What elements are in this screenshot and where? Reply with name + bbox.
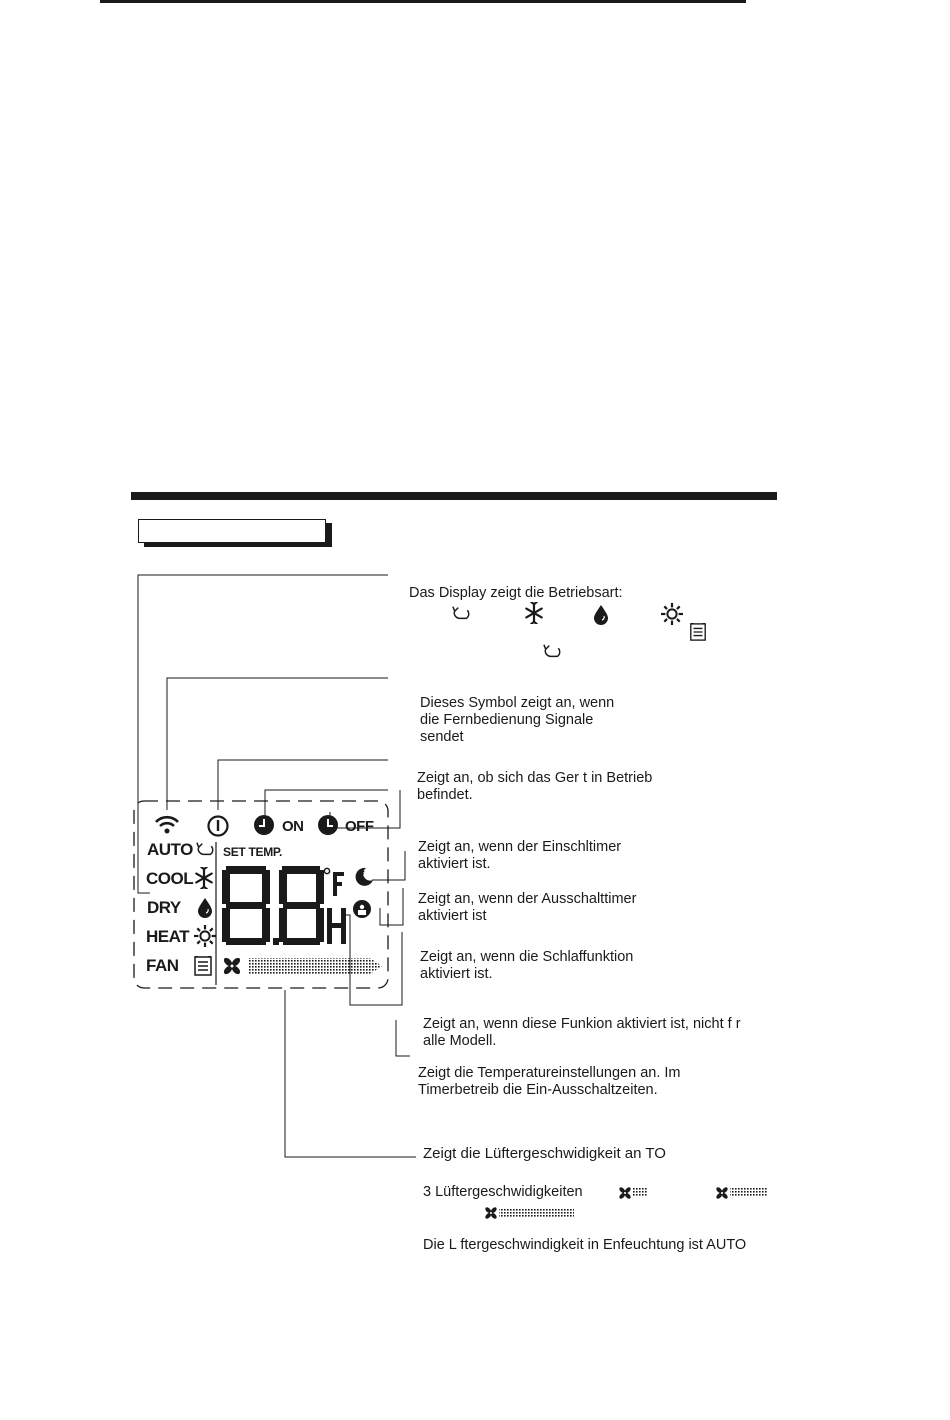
timer-off-label: OFF bbox=[345, 818, 374, 835]
auto-icon bbox=[197, 843, 213, 855]
desc-mode: Das Display zeigt die Betriebsart: bbox=[409, 585, 623, 601]
desc-lock: Zeigt an, wenn diese Funkion aktiviert ist, nicht f r alle Modell. bbox=[423, 1016, 741, 1049]
fan-mode-icon bbox=[195, 953, 211, 975]
lock-icon bbox=[353, 900, 371, 918]
mode-dry: DRY bbox=[147, 898, 181, 917]
fan-high-bar bbox=[499, 1208, 574, 1217]
heat-icon bbox=[194, 925, 216, 947]
desc-fan-count: 3 Lüftergeschwidigkeiten bbox=[423, 1184, 583, 1200]
fan-mid-icon bbox=[715, 1186, 729, 1200]
fan-low-icon bbox=[618, 1186, 632, 1200]
set-temp-label: SET TEMP. bbox=[223, 845, 283, 859]
desc-dry-icon bbox=[594, 605, 608, 625]
sleep-icon bbox=[356, 868, 373, 886]
desc-signal: Dieses Symbol zeigt an, wenn die Fernbedienung Signale sendet bbox=[420, 695, 615, 745]
dry-icon bbox=[198, 898, 212, 918]
timer-off-icon bbox=[318, 815, 338, 835]
timer-on-label: ON bbox=[282, 818, 304, 835]
temp-digits bbox=[222, 866, 324, 945]
desc-dehumid-fan: Die L ftergeschwindigkeit in Enfeuchtung ist AUTO bbox=[423, 1237, 747, 1253]
mode-heat: HEAT bbox=[146, 927, 190, 946]
mode-auto: AUTO bbox=[147, 840, 193, 859]
timer-on-icon bbox=[254, 815, 274, 835]
cool-icon bbox=[196, 867, 211, 889]
desc-heat-icon bbox=[661, 603, 683, 625]
desc-fan-icon bbox=[691, 620, 705, 640]
mode-cool: COOL bbox=[146, 869, 194, 888]
fan-high-icon bbox=[484, 1206, 498, 1220]
fan-speed-bar bbox=[248, 958, 382, 974]
desc-auto-icon-2 bbox=[544, 645, 560, 657]
signal-icon bbox=[156, 817, 178, 833]
fan-icon bbox=[222, 956, 241, 975]
mode-fan: FAN bbox=[146, 956, 179, 975]
hour-unit bbox=[327, 908, 346, 944]
desc-timer-off: Zeigt an, wenn der Ausschalttimer aktiviert ist bbox=[418, 891, 637, 924]
desc-power: Zeigt an, ob sich das Ger t in Betrieb befindet. bbox=[417, 770, 653, 803]
desc-sleep: Zeigt an, wenn die Schlaffunktion aktiviert ist. bbox=[420, 949, 634, 982]
power-icon bbox=[209, 817, 228, 836]
desc-temp: Zeigt die Temperatureinstellungen an. Im Timerbetreib die Ein-Ausschaltzeiten. bbox=[418, 1065, 681, 1098]
desc-fan-speed: Zeigt die Lüftergeschwidigkeit an TO bbox=[423, 1145, 666, 1162]
desc-timer-on: Zeigt an, wenn der Einschltimer aktiviert ist. bbox=[418, 839, 622, 872]
desc-auto-icon bbox=[453, 607, 469, 619]
fan-low-bar bbox=[633, 1188, 648, 1197]
fan-mid-bar bbox=[730, 1188, 767, 1197]
fahrenheit-unit bbox=[324, 868, 344, 896]
desc-cool-icon bbox=[526, 602, 541, 624]
